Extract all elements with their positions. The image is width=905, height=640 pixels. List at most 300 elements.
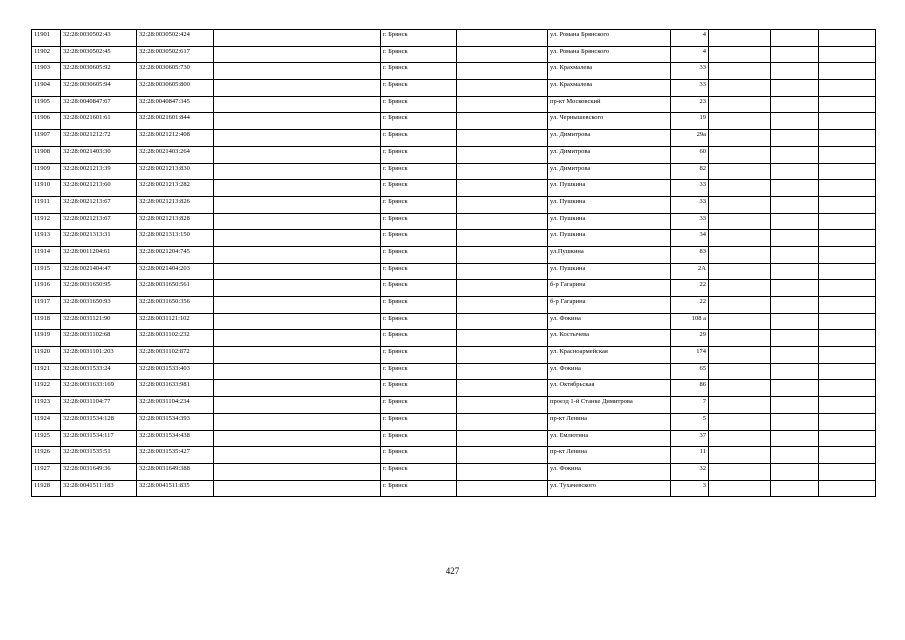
cell-city: г. Брянск bbox=[381, 480, 457, 497]
table-row bbox=[32, 130, 876, 147]
register-table bbox=[31, 29, 876, 497]
cell-street: ул. Пушкина bbox=[548, 263, 671, 280]
cell-empty bbox=[819, 180, 876, 197]
cell-empty bbox=[709, 146, 771, 163]
cell-house: 33 bbox=[671, 63, 709, 80]
cell-empty bbox=[771, 297, 819, 314]
cell-street: ул. Пушкина bbox=[548, 180, 671, 197]
cell-city: г. Брянск bbox=[381, 347, 457, 364]
cell-city: г. Брянск bbox=[381, 196, 457, 213]
cell-city: г. Брянск bbox=[381, 430, 457, 447]
cell-cadastral-number: 32:28:0031534:128 bbox=[61, 413, 137, 430]
cell-cadastral-number: 32:28:0021213:60 bbox=[61, 180, 137, 197]
cell-city: г. Брянск bbox=[381, 63, 457, 80]
cell-cadastral-number: 32:28:0031633:169 bbox=[61, 380, 137, 397]
cell-city: г. Брянск bbox=[381, 313, 457, 330]
cell-house: 108 а bbox=[671, 313, 709, 330]
cell-house: 83 bbox=[671, 246, 709, 263]
cell-empty bbox=[819, 130, 876, 147]
cell-empty bbox=[214, 130, 381, 147]
cell-house: 29 bbox=[671, 330, 709, 347]
cell-street: ул. Димитрова bbox=[548, 163, 671, 180]
page-number: 427 bbox=[445, 566, 460, 576]
cell-city: г. Брянск bbox=[381, 447, 457, 464]
cell-object-cadastral-number: 32:28:0031102:872 bbox=[137, 347, 214, 364]
cell-object-cadastral-number: 32:28:0021313:150 bbox=[137, 230, 214, 247]
table-row bbox=[32, 96, 876, 113]
cell-row-number: 11910 bbox=[32, 180, 61, 197]
cell-city: г. Брянск bbox=[381, 246, 457, 263]
cell-empty bbox=[771, 447, 819, 464]
cell-empty bbox=[819, 163, 876, 180]
cell-empty bbox=[819, 213, 876, 230]
cell-city: г. Брянск bbox=[381, 463, 457, 480]
cell-city: г. Брянск bbox=[381, 46, 457, 63]
table-row bbox=[32, 480, 876, 497]
table-row bbox=[32, 30, 876, 47]
table-row bbox=[32, 180, 876, 197]
cell-empty bbox=[457, 96, 548, 113]
table-row bbox=[32, 380, 876, 397]
cell-empty bbox=[771, 480, 819, 497]
cell-empty bbox=[709, 380, 771, 397]
cell-row-number: 11907 bbox=[32, 130, 61, 147]
cell-row-number: 11901 bbox=[32, 30, 61, 47]
cell-city: г. Брянск bbox=[381, 330, 457, 347]
cell-empty bbox=[709, 263, 771, 280]
cell-row-number: 11918 bbox=[32, 313, 61, 330]
cell-street: ул. Димитрова bbox=[548, 146, 671, 163]
cell-empty bbox=[214, 63, 381, 80]
cell-empty bbox=[819, 63, 876, 80]
cell-empty bbox=[457, 313, 548, 330]
cell-empty bbox=[457, 380, 548, 397]
cell-empty bbox=[709, 130, 771, 147]
table-row bbox=[32, 263, 876, 280]
cell-city: г. Брянск bbox=[381, 96, 457, 113]
table-row bbox=[32, 146, 876, 163]
cell-cadastral-number: 32:28:0031121:90 bbox=[61, 313, 137, 330]
cell-cadastral-number: 32:28:0021213:67 bbox=[61, 213, 137, 230]
cell-object-cadastral-number: 32:28:0031649:388 bbox=[137, 463, 214, 480]
cell-row-number: 11917 bbox=[32, 297, 61, 314]
cell-house: 86 bbox=[671, 380, 709, 397]
cell-cadastral-number: 32:28:0021601:61 bbox=[61, 113, 137, 130]
cell-object-cadastral-number: 32:28:0021213:282 bbox=[137, 180, 214, 197]
cell-city: г. Брянск bbox=[381, 380, 457, 397]
cell-house: 33 bbox=[671, 213, 709, 230]
cell-object-cadastral-number: 32:28:0030605:730 bbox=[137, 63, 214, 80]
cell-street: ул. Романа Брянского bbox=[548, 46, 671, 63]
cell-empty bbox=[771, 347, 819, 364]
cell-city: г. Брянск bbox=[381, 113, 457, 130]
cell-empty bbox=[214, 230, 381, 247]
cell-cadastral-number: 32:28:0040847:67 bbox=[61, 96, 137, 113]
cell-empty bbox=[709, 313, 771, 330]
cell-street: ул.Пушкина bbox=[548, 246, 671, 263]
cell-empty bbox=[771, 280, 819, 297]
cell-street: пр-кт Ленина bbox=[548, 413, 671, 430]
cell-house: 11 bbox=[671, 447, 709, 464]
cell-row-number: 11916 bbox=[32, 280, 61, 297]
cell-street: ул. Пушкина bbox=[548, 213, 671, 230]
table-row bbox=[32, 230, 876, 247]
table-row bbox=[32, 280, 876, 297]
table-row bbox=[32, 413, 876, 430]
cell-empty bbox=[214, 380, 381, 397]
cell-empty bbox=[709, 230, 771, 247]
cell-row-number: 11913 bbox=[32, 230, 61, 247]
cell-empty bbox=[709, 413, 771, 430]
cell-street: пр-кт Московский bbox=[548, 96, 671, 113]
table-row bbox=[32, 196, 876, 213]
cell-empty bbox=[819, 280, 876, 297]
cell-empty bbox=[771, 463, 819, 480]
cell-street: ул. Красноармейская bbox=[548, 347, 671, 364]
cell-empty bbox=[214, 430, 381, 447]
cell-cadastral-number: 32:28:0041511:183 bbox=[61, 480, 137, 497]
table-row bbox=[32, 163, 876, 180]
cell-object-cadastral-number: 32:28:0031534:438 bbox=[137, 430, 214, 447]
cell-empty bbox=[819, 80, 876, 97]
cell-empty bbox=[819, 146, 876, 163]
cell-cadastral-number: 32:28:0030502:43 bbox=[61, 30, 137, 47]
cell-empty bbox=[819, 46, 876, 63]
table-row bbox=[32, 430, 876, 447]
cell-empty bbox=[214, 180, 381, 197]
cell-object-cadastral-number: 32:28:0031104:234 bbox=[137, 397, 214, 414]
cell-empty bbox=[214, 96, 381, 113]
cell-cadastral-number: 32:28:0021213:67 bbox=[61, 196, 137, 213]
table-row bbox=[32, 213, 876, 230]
cell-empty bbox=[771, 263, 819, 280]
cell-house: 33 bbox=[671, 180, 709, 197]
cell-empty bbox=[819, 363, 876, 380]
cell-house: 2А bbox=[671, 263, 709, 280]
cell-object-cadastral-number: 32:28:0021213:828 bbox=[137, 213, 214, 230]
cell-empty bbox=[457, 463, 548, 480]
cell-cadastral-number: 32:28:0030502:45 bbox=[61, 46, 137, 63]
cell-city: г. Брянск bbox=[381, 80, 457, 97]
cell-empty bbox=[819, 430, 876, 447]
cell-row-number: 11906 bbox=[32, 113, 61, 130]
cell-empty bbox=[709, 46, 771, 63]
cell-city: г. Брянск bbox=[381, 297, 457, 314]
cell-street: ул. Крахмалева bbox=[548, 80, 671, 97]
cell-house: 19 bbox=[671, 113, 709, 130]
cell-row-number: 11924 bbox=[32, 413, 61, 430]
table-row bbox=[32, 80, 876, 97]
cell-empty bbox=[771, 213, 819, 230]
cell-empty bbox=[771, 330, 819, 347]
cell-empty bbox=[819, 347, 876, 364]
cell-empty bbox=[709, 430, 771, 447]
cell-row-number: 11922 bbox=[32, 380, 61, 397]
cell-empty bbox=[457, 447, 548, 464]
cell-object-cadastral-number: 32:28:0041511:835 bbox=[137, 480, 214, 497]
table-row bbox=[32, 297, 876, 314]
cell-empty bbox=[771, 180, 819, 197]
cell-empty bbox=[819, 463, 876, 480]
cell-street: ул. Пушкина bbox=[548, 230, 671, 247]
cell-row-number: 11921 bbox=[32, 363, 61, 380]
cell-empty bbox=[709, 196, 771, 213]
cell-empty bbox=[457, 330, 548, 347]
cell-empty bbox=[819, 480, 876, 497]
cell-empty bbox=[771, 130, 819, 147]
cell-city: г. Брянск bbox=[381, 163, 457, 180]
cell-cadastral-number: 32:28:0030605:94 bbox=[61, 80, 137, 97]
cell-empty bbox=[214, 196, 381, 213]
cell-empty bbox=[771, 196, 819, 213]
cell-empty bbox=[457, 63, 548, 80]
cell-street: ул. Пушкина bbox=[548, 196, 671, 213]
cell-empty bbox=[457, 213, 548, 230]
cell-house: 34 bbox=[671, 230, 709, 247]
cell-empty bbox=[771, 96, 819, 113]
cell-empty bbox=[819, 297, 876, 314]
cell-empty bbox=[771, 313, 819, 330]
cell-object-cadastral-number: 32:28:0021403:264 bbox=[137, 146, 214, 163]
cell-object-cadastral-number: 32:28:0031102:232 bbox=[137, 330, 214, 347]
cell-row-number: 11903 bbox=[32, 63, 61, 80]
cell-empty bbox=[709, 363, 771, 380]
cell-house: 37 bbox=[671, 430, 709, 447]
cell-empty bbox=[457, 397, 548, 414]
cell-empty bbox=[709, 246, 771, 263]
cell-house: 60 bbox=[671, 146, 709, 163]
cell-city: г. Брянск bbox=[381, 130, 457, 147]
cell-city: г. Брянск bbox=[381, 363, 457, 380]
cell-empty bbox=[457, 180, 548, 197]
table-row bbox=[32, 246, 876, 263]
table-row bbox=[32, 347, 876, 364]
cell-empty bbox=[771, 146, 819, 163]
cell-house: 7 bbox=[671, 397, 709, 414]
cell-empty bbox=[771, 63, 819, 80]
cell-object-cadastral-number: 32:28:0030605:800 bbox=[137, 80, 214, 97]
cell-house: 4 bbox=[671, 46, 709, 63]
cell-empty bbox=[771, 30, 819, 47]
cell-empty bbox=[771, 246, 819, 263]
cell-object-cadastral-number: 32:28:0031633:981 bbox=[137, 380, 214, 397]
cell-row-number: 11905 bbox=[32, 96, 61, 113]
cell-empty bbox=[214, 263, 381, 280]
cell-empty bbox=[771, 163, 819, 180]
cell-empty bbox=[214, 363, 381, 380]
cell-empty bbox=[709, 463, 771, 480]
cell-object-cadastral-number: 32:28:0021204:745 bbox=[137, 246, 214, 263]
cell-row-number: 11926 bbox=[32, 447, 61, 464]
cell-empty bbox=[709, 347, 771, 364]
cell-empty bbox=[457, 130, 548, 147]
cell-row-number: 11912 bbox=[32, 213, 61, 230]
cell-street: проезд 1-й Станке Димитрова bbox=[548, 397, 671, 414]
cell-empty bbox=[214, 413, 381, 430]
cell-street: пр-кт Ленина bbox=[548, 447, 671, 464]
cell-empty bbox=[457, 263, 548, 280]
cell-empty bbox=[771, 80, 819, 97]
cell-row-number: 11914 bbox=[32, 246, 61, 263]
cell-street: ул. Емлютина bbox=[548, 430, 671, 447]
cell-empty bbox=[214, 30, 381, 47]
cell-empty bbox=[457, 230, 548, 247]
cell-city: г. Брянск bbox=[381, 280, 457, 297]
cell-empty bbox=[457, 480, 548, 497]
cell-row-number: 11904 bbox=[32, 80, 61, 97]
cell-city: г. Брянск bbox=[381, 413, 457, 430]
cell-cadastral-number: 32:28:0021213:39 bbox=[61, 163, 137, 180]
table-row bbox=[32, 330, 876, 347]
cell-empty bbox=[457, 30, 548, 47]
cell-street: ул. Димитрова bbox=[548, 130, 671, 147]
cell-empty bbox=[819, 96, 876, 113]
cell-empty bbox=[709, 447, 771, 464]
cell-row-number: 11911 bbox=[32, 196, 61, 213]
cell-empty bbox=[457, 246, 548, 263]
cell-street: ул. Фокина bbox=[548, 363, 671, 380]
cell-empty bbox=[709, 180, 771, 197]
cell-house: 33 bbox=[671, 196, 709, 213]
cell-empty bbox=[457, 280, 548, 297]
cell-object-cadastral-number: 32:28:0021212:408 bbox=[137, 130, 214, 147]
cell-object-cadastral-number: 32:28:0031650:356 bbox=[137, 297, 214, 314]
cell-city: г. Брянск bbox=[381, 397, 457, 414]
cell-empty bbox=[819, 397, 876, 414]
cell-object-cadastral-number: 32:28:0031121:102 bbox=[137, 313, 214, 330]
cell-cadastral-number: 32:28:0021313:31 bbox=[61, 230, 137, 247]
cell-empty bbox=[819, 380, 876, 397]
cell-house: 22 bbox=[671, 280, 709, 297]
cell-empty bbox=[709, 213, 771, 230]
cell-empty bbox=[771, 380, 819, 397]
cell-empty bbox=[819, 330, 876, 347]
cell-empty bbox=[457, 146, 548, 163]
table-row bbox=[32, 463, 876, 480]
cell-cadastral-number: 32:28:0031649:36 bbox=[61, 463, 137, 480]
cell-empty bbox=[214, 80, 381, 97]
cell-empty bbox=[709, 113, 771, 130]
cell-house: 29а bbox=[671, 130, 709, 147]
cell-object-cadastral-number: 32:28:0021404:203 bbox=[137, 263, 214, 280]
cell-street: ул. Романа Брянского bbox=[548, 30, 671, 47]
cell-house: 23 bbox=[671, 96, 709, 113]
cell-city: г. Брянск bbox=[381, 30, 457, 47]
cell-empty bbox=[771, 363, 819, 380]
cell-empty bbox=[214, 397, 381, 414]
cell-street: б-р Гагарина bbox=[548, 297, 671, 314]
cell-row-number: 11909 bbox=[32, 163, 61, 180]
cell-empty bbox=[771, 430, 819, 447]
cell-cadastral-number: 32:28:0031102:68 bbox=[61, 330, 137, 347]
cell-row-number: 11920 bbox=[32, 347, 61, 364]
cell-house: 4 bbox=[671, 30, 709, 47]
cell-row-number: 11902 bbox=[32, 46, 61, 63]
cell-street: ул. Костычева bbox=[548, 330, 671, 347]
cell-empty bbox=[709, 80, 771, 97]
cell-empty bbox=[214, 163, 381, 180]
cell-house: 174 bbox=[671, 347, 709, 364]
cell-city: г. Брянск bbox=[381, 230, 457, 247]
cell-object-cadastral-number: 32:28:0021213:830 bbox=[137, 163, 214, 180]
cell-cadastral-number: 32:28:0031534:117 bbox=[61, 430, 137, 447]
cell-empty bbox=[819, 263, 876, 280]
cell-house: 65 bbox=[671, 363, 709, 380]
cell-cadastral-number: 32:28:0031535:51 bbox=[61, 447, 137, 464]
cell-house: 5 bbox=[671, 413, 709, 430]
cell-object-cadastral-number: 32:28:0040847:345 bbox=[137, 96, 214, 113]
cell-empty bbox=[709, 30, 771, 47]
cell-empty bbox=[214, 280, 381, 297]
cell-empty bbox=[819, 413, 876, 430]
cell-row-number: 11908 bbox=[32, 146, 61, 163]
table-row bbox=[32, 313, 876, 330]
cell-object-cadastral-number: 32:28:0031534:393 bbox=[137, 413, 214, 430]
cell-cadastral-number: 32:28:0031104:77 bbox=[61, 397, 137, 414]
cell-row-number: 11919 bbox=[32, 330, 61, 347]
cell-empty bbox=[771, 413, 819, 430]
cell-row-number: 11915 bbox=[32, 263, 61, 280]
cell-empty bbox=[457, 430, 548, 447]
cell-cadastral-number: 32:28:0031650:93 bbox=[61, 297, 137, 314]
cell-cadastral-number: 32:28:0030605:92 bbox=[61, 63, 137, 80]
cell-empty bbox=[771, 46, 819, 63]
cell-empty bbox=[214, 447, 381, 464]
cell-empty bbox=[709, 297, 771, 314]
cell-object-cadastral-number: 32:28:0031535:427 bbox=[137, 447, 214, 464]
cell-empty bbox=[709, 163, 771, 180]
table-row bbox=[32, 63, 876, 80]
cell-empty bbox=[819, 30, 876, 47]
cell-object-cadastral-number: 32:28:0031650:561 bbox=[137, 280, 214, 297]
cell-empty bbox=[457, 46, 548, 63]
cell-empty bbox=[214, 113, 381, 130]
cell-object-cadastral-number: 32:28:0021601:844 bbox=[137, 113, 214, 130]
cell-empty bbox=[819, 246, 876, 263]
table-row bbox=[32, 46, 876, 63]
cell-empty bbox=[709, 397, 771, 414]
cell-city: г. Брянск bbox=[381, 180, 457, 197]
cell-empty bbox=[709, 480, 771, 497]
cell-street: ул. Октябрьская bbox=[548, 380, 671, 397]
cell-empty bbox=[214, 297, 381, 314]
cell-empty bbox=[709, 280, 771, 297]
cell-house: 22 bbox=[671, 297, 709, 314]
cell-empty bbox=[709, 96, 771, 113]
cell-house: 33 bbox=[671, 80, 709, 97]
cell-empty bbox=[214, 330, 381, 347]
table-row bbox=[32, 397, 876, 414]
cell-empty bbox=[457, 413, 548, 430]
cell-empty bbox=[214, 146, 381, 163]
cell-object-cadastral-number: 32:28:0030502:617 bbox=[137, 46, 214, 63]
cell-street: ул. Чернышевского bbox=[548, 113, 671, 130]
cell-empty bbox=[819, 196, 876, 213]
cell-street: ул. Фокина bbox=[548, 313, 671, 330]
cell-empty bbox=[214, 347, 381, 364]
cell-empty bbox=[214, 46, 381, 63]
cell-empty bbox=[457, 196, 548, 213]
table-row bbox=[32, 447, 876, 464]
cell-street: ул. Крахмалева bbox=[548, 63, 671, 80]
cell-cadastral-number: 32:28:0021404:47 bbox=[61, 263, 137, 280]
cell-empty bbox=[457, 363, 548, 380]
cell-house: 82 bbox=[671, 163, 709, 180]
cell-row-number: 11923 bbox=[32, 397, 61, 414]
cell-cadastral-number: 32:28:0011204:61 bbox=[61, 246, 137, 263]
cell-house: 3 bbox=[671, 480, 709, 497]
cell-empty bbox=[457, 347, 548, 364]
